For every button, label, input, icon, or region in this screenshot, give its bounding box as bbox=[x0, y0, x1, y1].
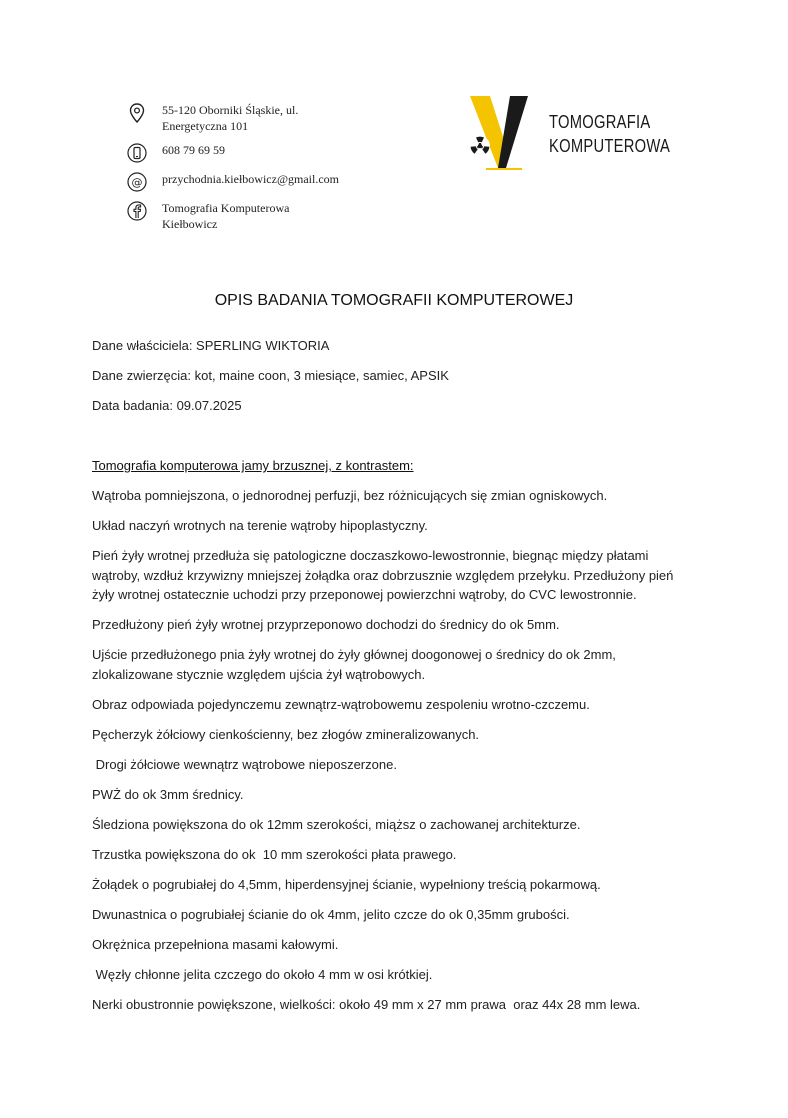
finding-paragraph: Węzły chłonne jelita czczego do około 4 mm w osi krótkiej. bbox=[92, 966, 433, 982]
logo-line-2: KOMPUTEROWA bbox=[549, 136, 671, 156]
finding-paragraph: Ujście przedłużonego pnia żyły wrotnej do żyły głównej doogonowej o średnicy do ok 2mm, zlokalizowane stycznie względem ujścia żył wątrobowych. bbox=[92, 647, 620, 682]
finding-paragraph: Pień żyły wrotnej przedłuża się patologiczne doczaszkowo-lewostronnie, biegnąc między płatami wątroby, wzdłuż krzywizny mniejszej żołądka oraz dobrzusznie względem przełyku. Przedłużony pień żyły wrotnej ostatecznie uchodzi przy przeponowej powierzchni wątroby, do CVC lewostronnie. bbox=[92, 548, 678, 602]
finding-paragraph: Przedłużony pień żyły wrotnej przyprzeponowo dochodzi do średnicy do ok 5mm. bbox=[92, 617, 560, 632]
contact-facebook bbox=[126, 200, 289, 232]
finding-paragraph: Okrężnica przepełniona masami kałowymi. bbox=[92, 936, 339, 952]
finding-paragraph: Nerki obustronnie powiększone, wielkości: około 49 mm x 27 mm prawa oraz 44x 28 mm lewa. bbox=[92, 996, 641, 1012]
email-text: przychodnia.kiełbowicz@gmail.com bbox=[162, 172, 339, 186]
svg-text:@: @ bbox=[131, 176, 143, 189]
logo-wordmark bbox=[549, 110, 670, 158]
finding-paragraph: Wątroba pomniejszona, o jednorodnej perfuzji, bez różnicujących się zmian ogniskowych. bbox=[92, 488, 608, 503]
exam-date: Data badania: 09.07.2025 bbox=[92, 398, 242, 413]
contact-address bbox=[126, 102, 298, 134]
finding-paragraph: Obraz odpowiada pojedynczemu zewnątrz-wątrobowemu zespoleniu wrotno-czczemu. bbox=[92, 696, 590, 712]
radiation-icon bbox=[470, 136, 490, 156]
logo-mark bbox=[466, 96, 546, 172]
animal-data: Dane zwierzęcia: kot, maine coon, 3 miesiące, samiec, APSIK bbox=[92, 368, 449, 383]
finding-paragraph: PWŻ do ok 3mm średnicy. bbox=[92, 786, 244, 802]
owner-data: Dane właściciela: SPERLING WIKTORIA bbox=[92, 338, 330, 353]
logo-line-1: TOMOGRAFIA bbox=[549, 112, 651, 132]
address-text: 55-120 Oborniki Śląskie, ul. Energetyczna 101 bbox=[162, 103, 299, 133]
contact-email bbox=[126, 171, 339, 193]
finding-paragraph: Drogi żółciowe wewnątrz wątrobowe nieposzerzone. bbox=[92, 756, 397, 772]
document-title: OPIS BADANIA TOMOGRAFII KOMPUTEROWEJ bbox=[214, 292, 574, 309]
contact-phone bbox=[126, 142, 225, 164]
finding-paragraph: Dwunastnica o pogrubiałej ścianie do ok 4mm, jelito czcze do ok 0,35mm grubości. bbox=[92, 906, 570, 922]
email-at-icon bbox=[126, 171, 148, 193]
finding-paragraph: Trzustka powiększona do ok 10 mm szerokości płata prawego. bbox=[92, 846, 457, 862]
findings-list bbox=[92, 486, 692, 1025]
finding-paragraph: Żołądek o pogrubiałej do 4,5mm, hiperdensyjnej ścianie, wypełniony treścią pokarmową. bbox=[92, 876, 601, 892]
section-heading: Tomografia komputerowa jamy brzusznej, z kontrastem: bbox=[92, 458, 414, 473]
facebook-icon bbox=[126, 200, 148, 222]
finding-paragraph: Śledziona powiększona do ok 12mm szerokości, miąższ o zachowanej architekturze. bbox=[92, 816, 581, 832]
location-pin-icon bbox=[126, 102, 148, 124]
phone-icon bbox=[126, 142, 148, 164]
phone-text: 608 79 69 59 bbox=[162, 143, 225, 157]
facebook-text: Tomografia Komputerowa Kiełbowicz bbox=[162, 201, 290, 231]
finding-paragraph: Układ naczyń wrotnych na terenie wątroby hipoplastyczny. bbox=[92, 518, 428, 533]
finding-paragraph: Pęcherzyk żółciowy cienkościenny, bez złogów zmineralizowanych. bbox=[92, 726, 480, 742]
